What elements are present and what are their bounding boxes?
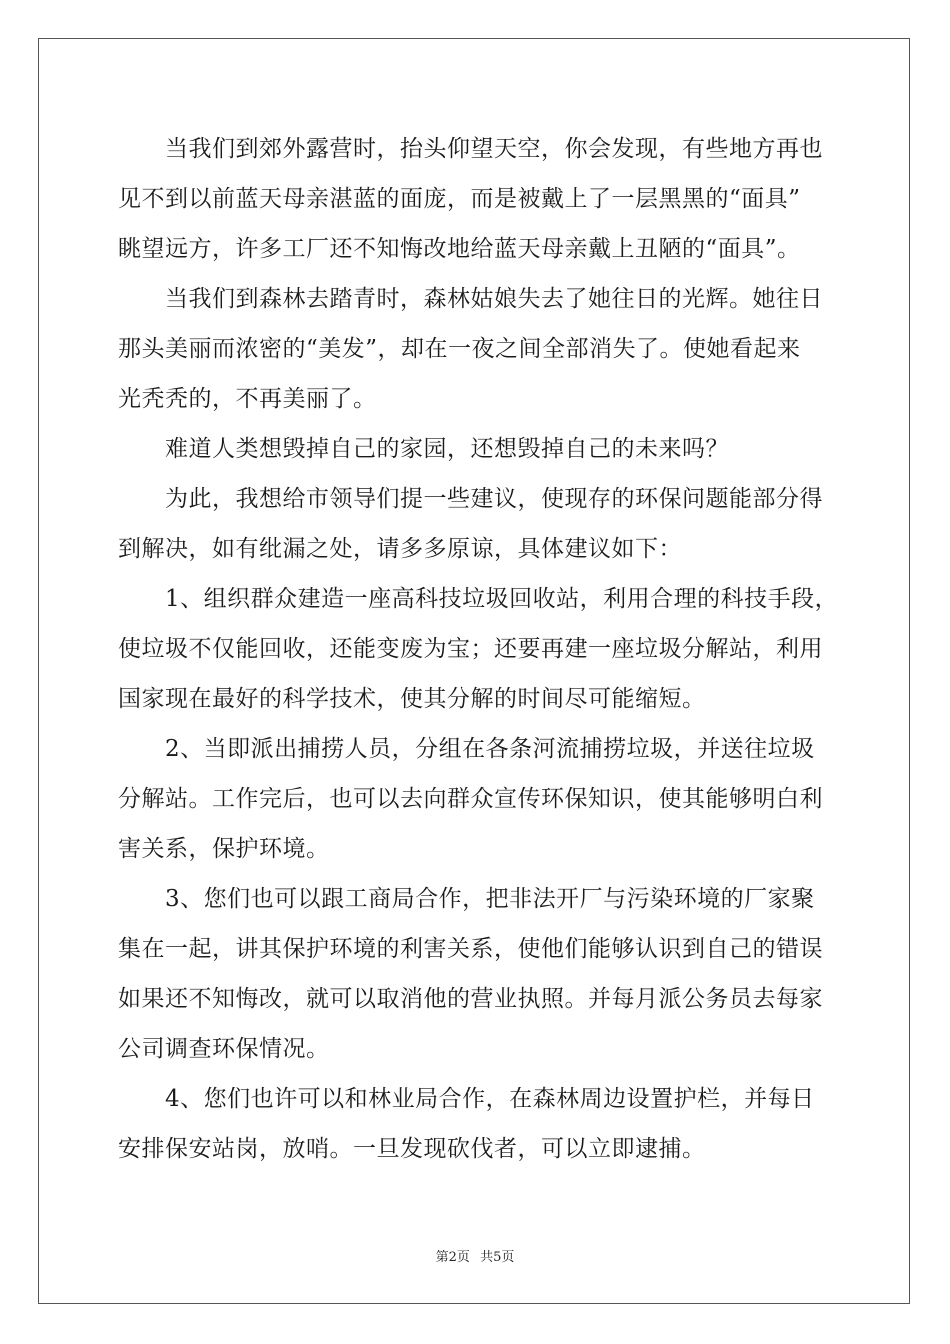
text-line: 为此，我想给市领导们提一些建议，使现存的环保问题能部分得 [165, 486, 823, 512]
text-line: 眺望远方，许多工厂还不知悔改地给蓝天母亲戴上丑陋的“面具”。 [118, 236, 801, 262]
text-line: 难道人类想毁掉自己的家园，还想毁掉自己的未来吗？ [165, 436, 729, 462]
text-line: 国家现在最好的科学技术，使其分解的时间尽可能缩短。 [118, 686, 706, 712]
text-line: 如果还不知悔改，就可以取消他的营业执照。并每月派公务员去每家 [118, 986, 823, 1012]
text-line: 分解站。工作完后，也可以去向群众宣传环保知识，使其能够明白利 [118, 786, 823, 812]
text-line: 见不到以前蓝天母亲湛蓝的面庞，而是被戴上了一层黑黑的“面具” [118, 186, 801, 212]
text-line: 那头美丽而浓密的“美发”，却在一夜之间全部消失了。使她看起来 [118, 336, 801, 362]
text-line: 2、当即派出捕捞人员，分组在各条河流捕捞垃圾，并送往垃圾 [165, 736, 815, 762]
page-footer [0, 1246, 950, 1265]
text-line: 公司调查环保情况。 [118, 1036, 330, 1062]
text-line: 4、您们也许可以和林业局合作，在森林周边设置护栏，并每日 [165, 1086, 815, 1112]
text-line: 集在一起，讲其保护环境的利害关系，使他们能够认识到自己的错误 [118, 936, 823, 962]
text-line: 使垃圾不仅能回收，还能变废为宝；还要再建一座垃圾分解站，利用 [118, 636, 823, 662]
text-line: 害关系，保护环境。 [118, 836, 330, 862]
page-total: 共5页 [480, 1250, 515, 1265]
text-line: 3、您们也可以跟工商局合作，把非法开厂与污染环境的厂家聚 [165, 886, 815, 912]
text-line: 1、组织群众建造一座高科技垃圾回收站，利用合理的科技手段， [165, 586, 839, 612]
text-line: 到解决，如有纰漏之处，请多多原谅，具体建议如下： [118, 536, 682, 562]
text-line: 当我们到森林去踏青时，森林姑娘失去了她往日的光辉。她往日 [165, 286, 823, 312]
document-body [118, 124, 839, 1174]
text-line: 当我们到郊外露营时，抬头仰望天空，你会发现，有些地方再也 [165, 136, 823, 162]
page-number: 第2页 [435, 1250, 470, 1265]
text-line: 光秃秃的，不再美丽了。 [118, 386, 377, 412]
text-line: 安排保安站岗，放哨。一旦发现砍伐者，可以立即逮捕。 [118, 1136, 706, 1162]
